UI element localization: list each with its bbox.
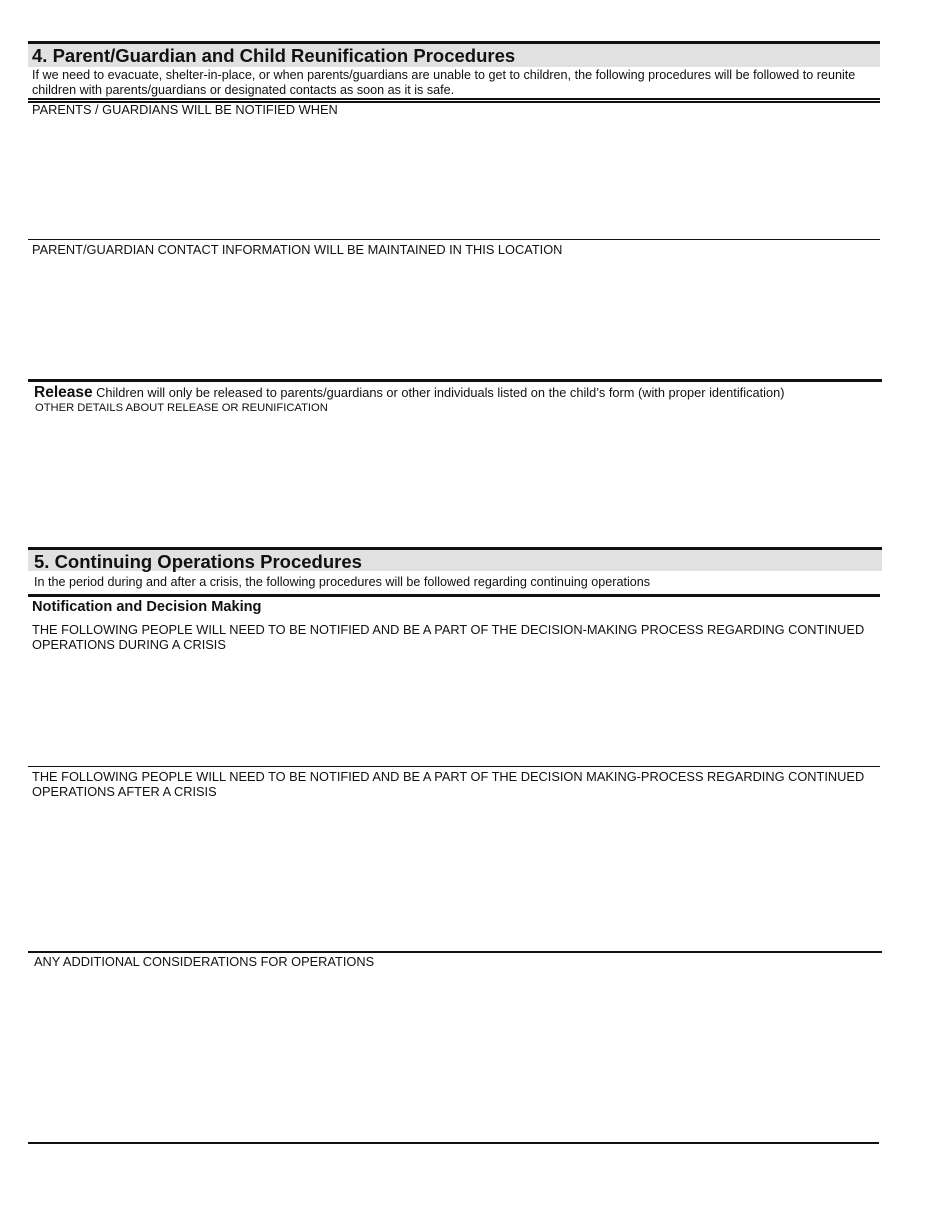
after-crisis-label-line2: OPERATIONS AFTER A CRISIS [32,784,217,799]
additional-considerations-label: ANY ADDITIONAL CONSIDERATIONS FOR OPERATIONS [34,954,375,969]
during-crisis-field[interactable] [28,654,880,764]
section4-intro-line2: children with parents/guardians or designated contacts as soon as it is safe. [32,83,455,97]
notification-decision-heading: Notification and Decision Making [32,599,262,615]
bottom-rule [28,1142,879,1144]
release-top-rule [28,379,882,382]
contact-info-location-label: PARENT/GUARDIAN CONTACT INFORMATION WILL BE MAINTAINED IN THIS LOCATION [32,242,563,257]
during-crisis-label-line1: THE FOLLOWING PEOPLE WILL NEED TO BE NOTIFIED AND BE A PART OF THE DECISION-MAKING PROCESS REGARDING CONTINUED [32,622,865,637]
additional-considerations-field[interactable] [28,971,880,1141]
release-text: Children will only be released to parents/guardians or other individuals listed on the child’s form (with proper identification) [96,385,785,400]
section4-intro-rule-top [28,98,880,100]
section5-intro: In the period during and after a crisis, the following procedures will be followed regarding continuing operations [34,575,651,589]
during-crisis-label-line2: OPERATIONS DURING A CRISIS [32,637,226,652]
after-crisis-field[interactable] [28,801,880,949]
parents-notified-label: PARENTS / GUARDIANS WILL BE NOTIFIED WHEN [32,102,338,117]
section5-intro-rule [28,594,880,597]
release-statement [34,384,785,402]
section4-intro-line1: If we need to evacuate, shelter-in-place, or when parents/guardians are unable to get to children, the following procedures will be followed to reunite [32,68,856,82]
release-other-field[interactable] [28,418,880,544]
divider [28,239,880,240]
parents-notified-field[interactable] [28,118,880,238]
after-crisis-label-line1: THE FOLLOWING PEOPLE WILL NEED TO BE NOTIFIED AND BE A PART OF THE DECISION MAKING-PROCESS REGARDING CONTINUED [32,769,865,784]
section5-title: 5. Continuing Operations Procedures [34,551,362,572]
release-other-label: OTHER DETAILS ABOUT RELEASE OR REUNIFICATION [35,402,328,414]
release-heading: Release [34,384,93,401]
contact-info-location-field[interactable] [28,258,880,378]
divider [28,951,882,953]
section4-title: 4. Parent/Guardian and Child Reunification Procedures [32,45,516,66]
divider [28,766,880,767]
